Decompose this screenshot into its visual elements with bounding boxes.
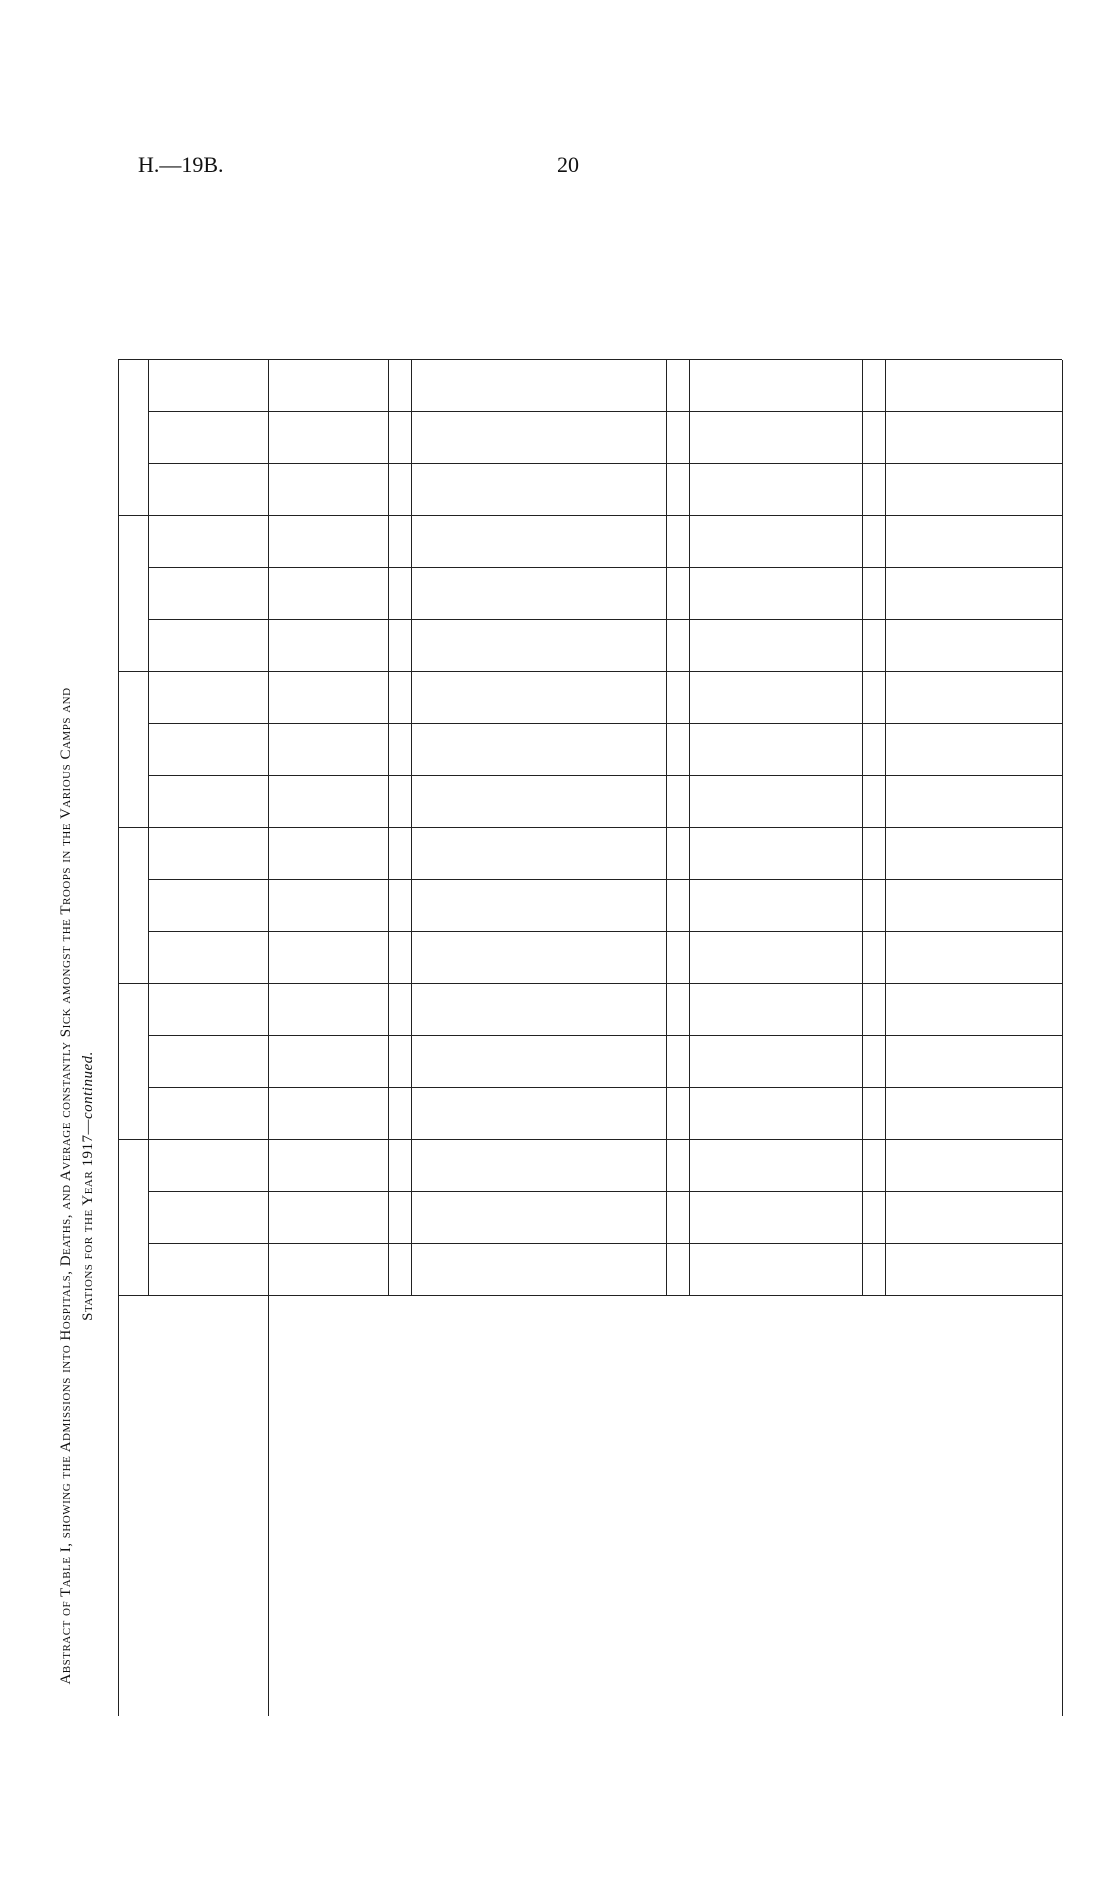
camp-header-rule-0 — [148, 1140, 149, 1296]
table-caption-line2 — [80, 546, 97, 1826]
column-label-5-0 — [160, 466, 256, 514]
camp-divider-5 — [118, 359, 1062, 360]
camp-divider-2 — [118, 827, 1062, 828]
camp-header-rule-5 — [148, 360, 149, 516]
column-label-4-1 — [160, 570, 256, 618]
column-label-3-0 — [160, 778, 256, 826]
camp-divider-1 — [118, 983, 1062, 984]
column-label-0-2 — [160, 1142, 256, 1190]
column-label-0-1 — [160, 1194, 256, 1242]
column-label-4-0 — [160, 622, 256, 670]
totals-rule-bottom-0 — [411, 360, 412, 1296]
camp-divider-0 — [118, 1139, 1062, 1140]
totals-rule-top-0 — [388, 360, 389, 1296]
camp-divider-3 — [118, 671, 1062, 672]
totals-rule-bottom-2 — [885, 360, 886, 1296]
camp-header-rule-3 — [148, 672, 149, 828]
document-reference: H.—19B. — [138, 152, 224, 177]
camp-header-rule-2 — [148, 828, 149, 984]
subcol-divider-0-2 — [148, 1191, 1062, 1192]
table-head-rule — [268, 360, 269, 1716]
subcol-divider-4-1 — [148, 619, 1062, 620]
column-label-1-1 — [160, 1038, 256, 1086]
subcol-divider-0-1 — [148, 1243, 1062, 1244]
subcol-divider-2-1 — [148, 931, 1062, 932]
column-label-5-2 — [160, 362, 256, 410]
diseases-column-divider — [118, 1295, 1062, 1296]
subcol-divider-3-2 — [148, 723, 1062, 724]
caption-line2-text: Stations for the Year 1917— — [80, 1119, 96, 1321]
column-label-5-1 — [160, 414, 256, 462]
camp-divider-4 — [118, 515, 1062, 516]
subcol-divider-5-2 — [148, 411, 1062, 412]
table-bottom-rule — [1062, 360, 1063, 1716]
subcol-divider-2-2 — [148, 879, 1062, 880]
table-caption-line1: Abstract of Table I, showing the Admissions into Hospitals, Deaths, and Average constantly Sick amongst the Troops in the Various Camps and — [58, 687, 74, 1685]
totals-rule-top-1 — [666, 360, 667, 1296]
column-label-2-1 — [160, 882, 256, 930]
table-top-rule — [118, 360, 119, 1716]
totals-rule-bottom-1 — [689, 360, 690, 1296]
subcol-divider-3-1 — [148, 775, 1062, 776]
totals-rule-top-2 — [862, 360, 863, 1296]
column-label-3-2 — [160, 674, 256, 722]
subcol-divider-1-1 — [148, 1087, 1062, 1088]
column-label-2-2 — [160, 830, 256, 878]
subcol-divider-1-2 — [148, 1035, 1062, 1036]
column-label-0-0 — [160, 1246, 256, 1294]
column-label-3-1 — [160, 726, 256, 774]
subcol-divider-4-2 — [148, 567, 1062, 568]
camp-header-rule-4 — [148, 516, 149, 672]
column-label-2-0 — [160, 934, 256, 982]
camp-header-rule-1 — [148, 984, 149, 1140]
column-label-4-2 — [160, 518, 256, 566]
caption-line2-continued: continued. — [80, 1051, 96, 1120]
subcol-divider-5-1 — [148, 463, 1062, 464]
column-label-1-0 — [160, 1090, 256, 1138]
page-number: 20 — [557, 152, 579, 177]
column-label-1-2 — [160, 986, 256, 1034]
